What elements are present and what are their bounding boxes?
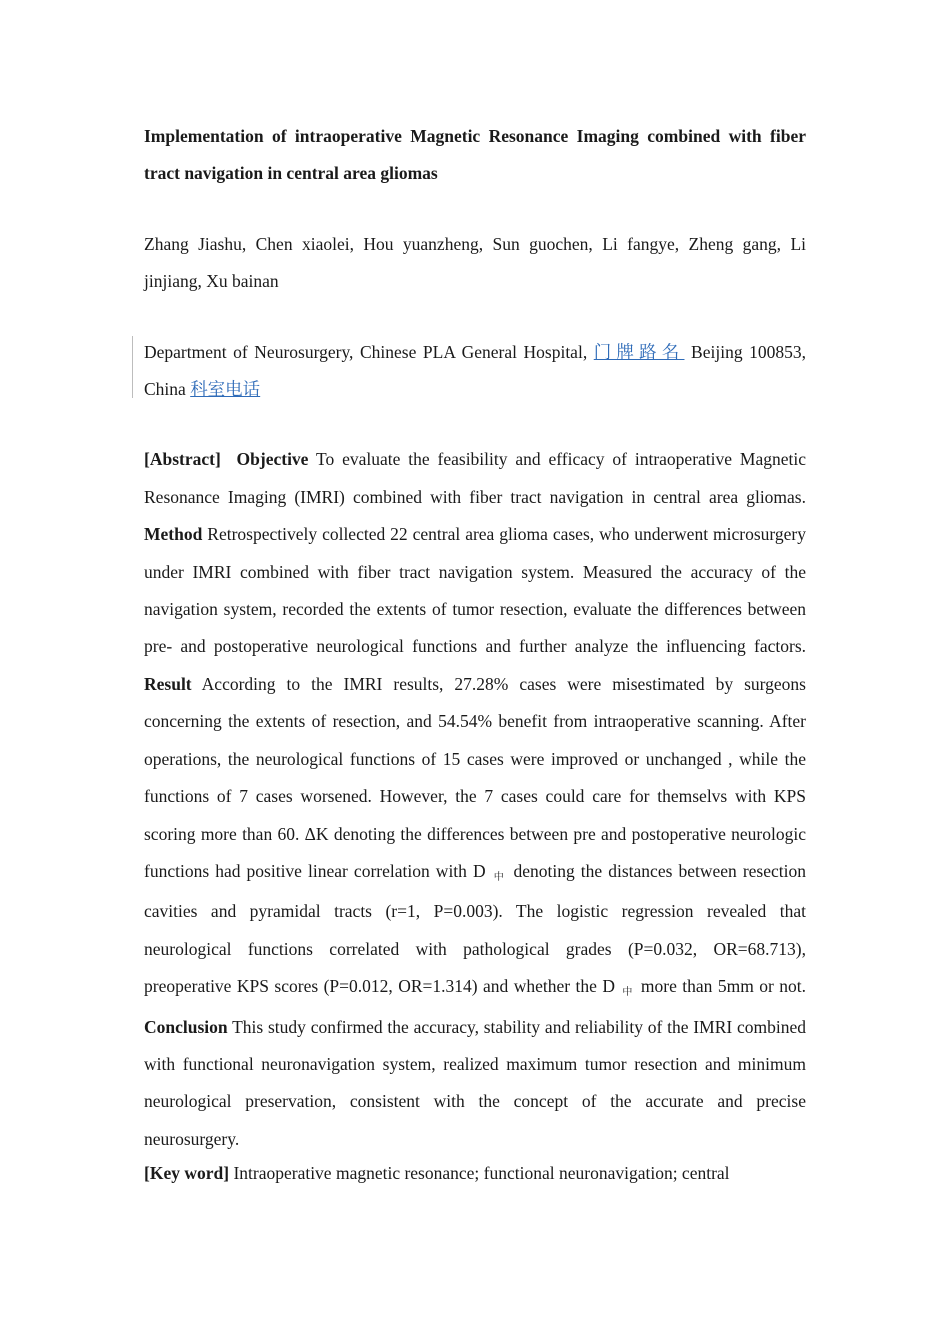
method-label: Method [144,524,203,545]
paper-page [144,118,806,1188]
keywords-section [144,1158,806,1188]
abstract-label: [Abstract] [144,449,221,470]
subscript-char: 中 [493,871,506,883]
subscript-char: 中 [622,987,634,999]
method-text: Retrospectively collected 22 central area glioma cases, who underwent microsurgery under IMRI combined with fiber tract navigation system. Measured the accuracy of the navigation system, recorded the extents of tumor resection, evaluate the differences between pre- and postoperative neurological functions and further analyze the influencing factors. [144,524,806,657]
paper-title: Implementation of intraoperative Magnetic Resonance Imaging combined with fiber tract navigation in central area gliomas [144,126,806,184]
result-label: Result [144,673,192,694]
conclusion-text: This study confirmed the accuracy, stability and reliability of the IMRI combined with functional neuronavigation system, realized maximum tumor resection and minimum neurological preservation, consistent with the concept of the accurate and precise neurosurgery. [144,1016,806,1149]
abstract-section [144,441,806,1158]
result-text-1: According to the IMRI results, 27.28% cases were misestimated by surgeons concerning the extents of resection, and 54.54% benefit from intraoperative scanning. After operations, the neurological functions of 15 cases were improved or unchanged , while the functions of 7 cases worsened. However, the 7 cases could care for themselvs with KPS scoring more than 60. ΔK denoting the differences between pre and postoperative neurologic functions had positive linear correlation with D [144,673,806,881]
author-list: Zhang Jiashu, Chen xiaolei, Hou yuanzheng, Sun guochen, Li fangye, Zheng gang, Li jinjiang, Xu bainan [144,233,806,292]
result-text-2: denoting the distances between resection cavities and pyramidal tracts (r=1, P=0.003). The logistic regression revealed that neurological functions correlated with pathological grades (P=0.032, OR=68.713), preoperative KPS scores (P=0.012, OR=1.314) and whether the D [144,860,807,997]
affiliation [144,334,806,409]
result-text-3: more than 5mm or not. [635,976,806,997]
affiliation-department: Department of Neurosurgery, Chinese PLA General Hospital, [144,341,594,362]
keywords-text: Intraoperative magnetic resonance; functional neuronavigation; central [229,1163,730,1184]
objective-label: Objective [236,449,309,470]
affiliation-phone-link[interactable]: 科室电话 [190,379,261,400]
keywords-label: [Key word] [144,1163,230,1184]
change-bar [132,336,133,398]
affiliation-address-link[interactable]: 门牌路名 [593,341,685,362]
conclusion-label: Conclusion [144,1016,228,1037]
objective-text: To evaluate the feasibility and efficacy of intraoperative Magnetic Resonance Imaging (IMRI) combined with fiber tract navigation in central area gliomas. [144,449,806,507]
affiliation-city: Beijing 100853, China [144,341,807,400]
